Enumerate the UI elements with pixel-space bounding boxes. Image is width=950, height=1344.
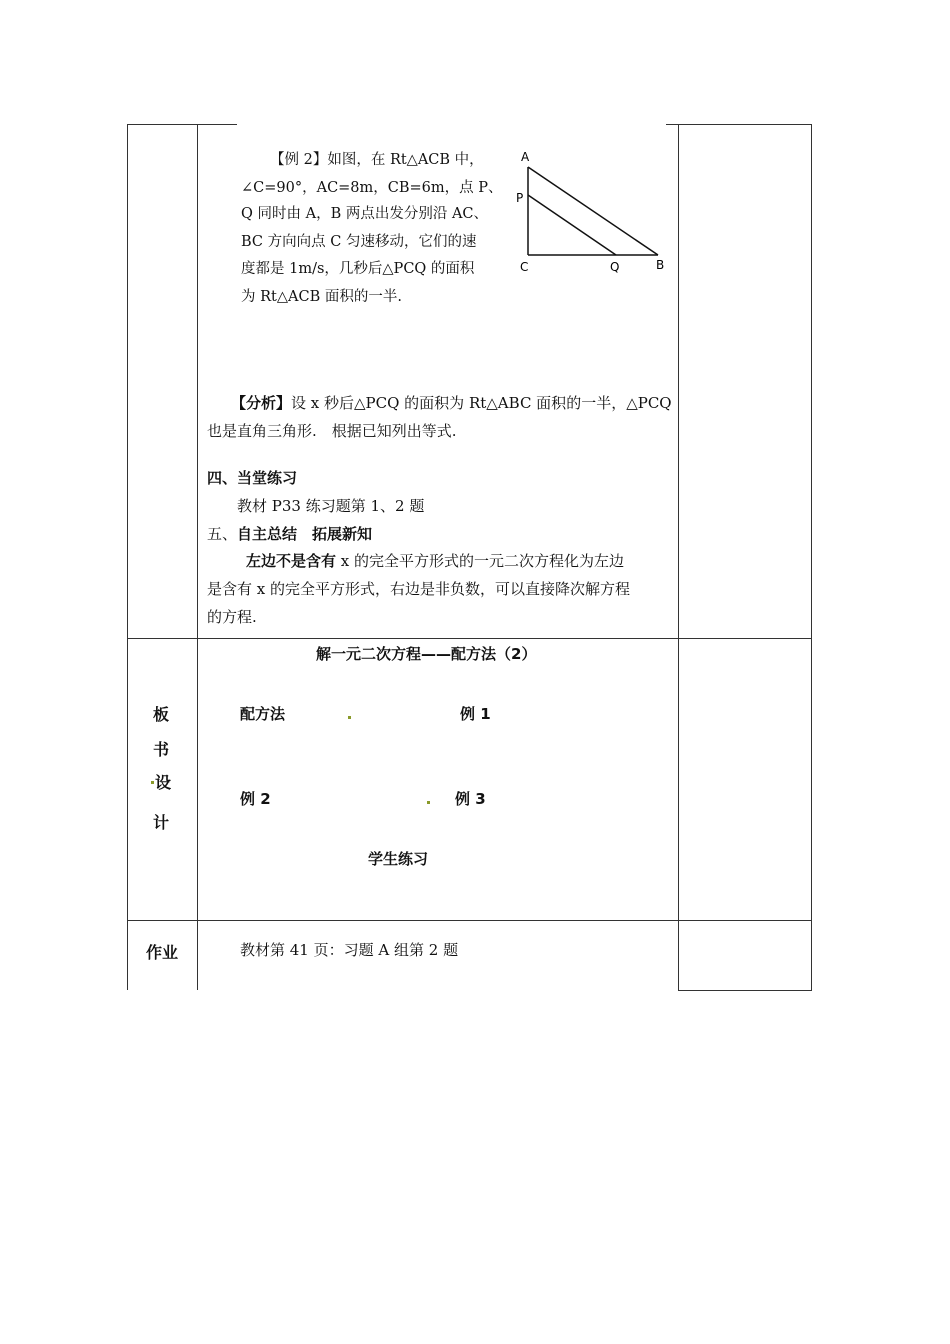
decorative-dot xyxy=(348,716,351,719)
triangle-figure xyxy=(510,145,670,275)
section-5-prefix: 五、 xyxy=(207,525,238,543)
example-2-line-3: Q 同时由 A，B 两点出发分别沿 AC、 xyxy=(241,206,489,222)
board-item-method: 配方法 xyxy=(240,705,286,723)
segment-pq xyxy=(528,195,616,255)
row-divider-board xyxy=(127,638,811,639)
section-5-title: 自主总结 拓展新知 xyxy=(237,525,373,543)
section-4-heading: 四、当堂练习 xyxy=(207,469,298,487)
col-right-border xyxy=(811,124,812,991)
label-c: C xyxy=(520,260,529,274)
section-5-line-3: 的方程. xyxy=(207,608,257,626)
example-2-line-1: 【例 2】如图，在 Rt△ACB 中， xyxy=(270,152,484,168)
board-item-practice: 学生练习 xyxy=(368,850,429,868)
col-label-divider xyxy=(197,124,198,990)
section-5-line-1 xyxy=(246,547,624,575)
board-label-char-3: 设 xyxy=(155,773,172,792)
example-2-line-2: ∠C=90°，AC=8m，CB=6m，点 P、 xyxy=(241,180,503,196)
analysis-head: 【分析】 xyxy=(231,394,292,412)
board-label-char-2: 书 xyxy=(153,740,170,759)
example-2-line-6: 为 Rt△ACB 面积的一半. xyxy=(241,289,402,305)
section-5-bold-lead: 左边不是含有 xyxy=(246,552,337,570)
decorative-dot xyxy=(427,801,430,804)
label-a: A xyxy=(521,150,530,164)
analysis-line-1-text: 设 x 秒后△PCQ 的面积为 Rt△ABC 面积的一半，△PCQ xyxy=(291,394,672,412)
row-divider-homework xyxy=(127,920,811,921)
label-b: B xyxy=(656,258,665,272)
edge-ab xyxy=(528,167,658,255)
row-top-border-right xyxy=(666,124,811,125)
homework-label: 作业 xyxy=(146,943,179,962)
decorative-dot xyxy=(151,781,154,784)
board-label-char-4: 计 xyxy=(153,813,170,832)
example-2-line-5: 度都是 1m/s，几秒后△PCQ 的面积 xyxy=(241,261,475,277)
col-left-border xyxy=(127,124,128,990)
example-2-line-4: BC 方向向点 C 匀速移动，它们的速 xyxy=(241,234,477,250)
homework-content: 教材第 41 页：习题 A 组第 2 题 xyxy=(240,941,459,959)
notes-bottom-border xyxy=(678,990,811,991)
section-5-line-1-text: x 的完全平方形式的一元二次方程化为左边 xyxy=(336,552,625,570)
analysis-line-2: 也是直角三角形. 根据已知列出等式. xyxy=(207,422,457,440)
row-top-border-left xyxy=(127,124,237,125)
board-title: 解一元二次方程——配方法（2） xyxy=(316,645,537,663)
analysis-line-1 xyxy=(231,389,672,417)
label-p: P xyxy=(516,191,524,205)
board-item-example-3: 例 3 xyxy=(455,790,486,808)
board-item-example-2: 例 2 xyxy=(240,790,271,808)
board-item-example-1: 例 1 xyxy=(460,705,491,723)
section-4-content: 教材 P33 练习题第 1、2 题 xyxy=(237,497,425,515)
section-5-heading xyxy=(207,520,372,548)
col-notes-divider xyxy=(678,124,679,991)
board-label-char-1: 板 xyxy=(153,705,170,724)
label-q: Q xyxy=(610,260,620,274)
section-5-line-2: 是含有 x 的完全平方形式，右边是非负数，可以直接降次解方程 xyxy=(207,580,630,598)
